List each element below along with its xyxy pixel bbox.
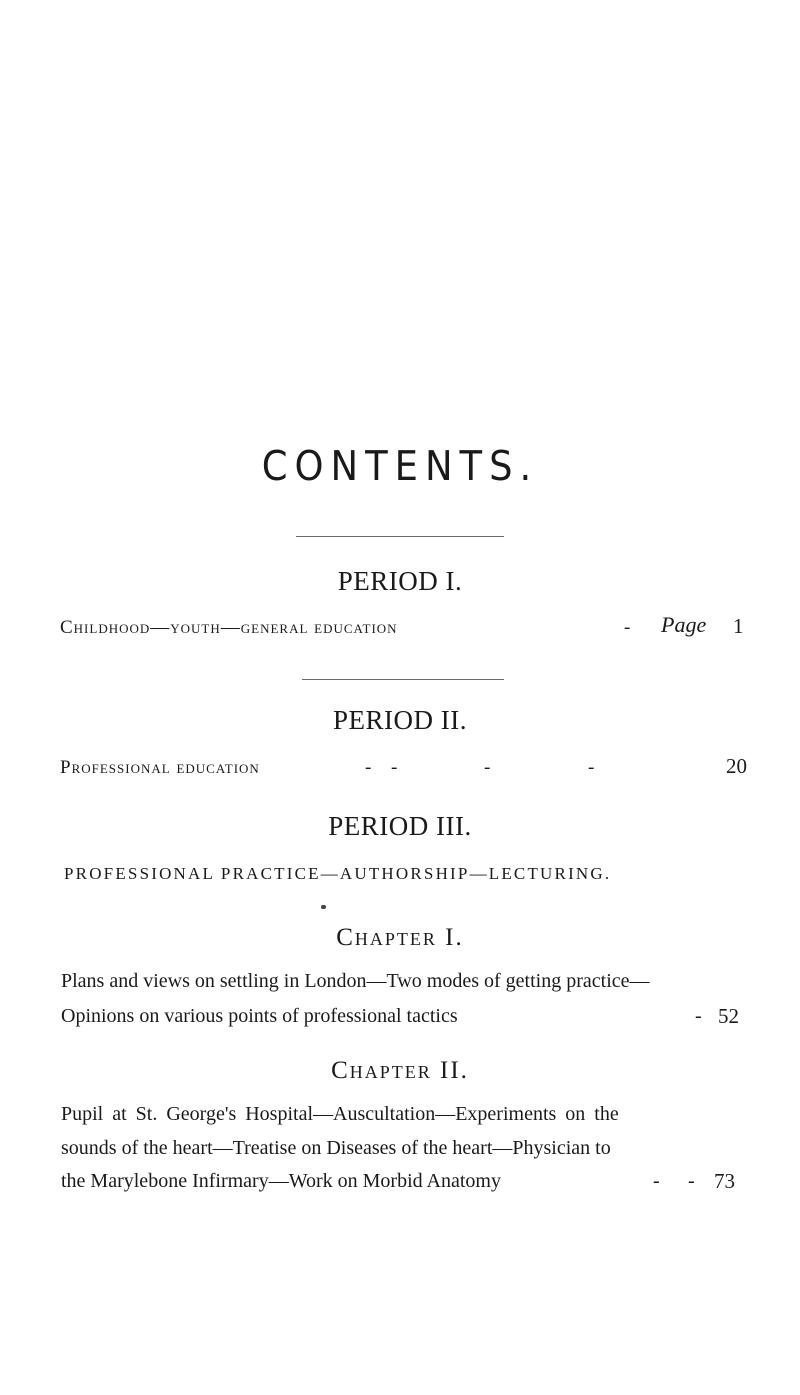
period-2-leader: - — [365, 757, 372, 778]
chapter-1-leader: - — [695, 1005, 702, 1027]
period-divider — [302, 679, 504, 680]
period-1-page: 1 — [733, 614, 744, 638]
chapter-1-heading: Chapter I. — [336, 924, 464, 951]
chapter-1-line: Opinions on various points of professional tactics — [61, 1005, 458, 1027]
chapter-2-line: the Marylebone Infirmary—Work on Morbid Anatomy — [61, 1170, 501, 1192]
period-2-leader: - — [484, 757, 491, 778]
period-3-subtitle: PROFESSIONAL PRACTICE—AUTHORSHIP—LECTURING. — [64, 864, 612, 883]
title-divider — [296, 536, 504, 537]
chapter-2-leader: - — [653, 1170, 660, 1192]
chapter-1-line: Plans and views on settling in London—Two modes of getting practice— — [61, 970, 650, 992]
chapter-2-leader: - — [688, 1170, 695, 1192]
period-2-leader: - — [391, 757, 398, 778]
chapter-2-line: Pupil at St. George's Hospital—Auscultation—Experiments on the — [61, 1103, 619, 1125]
period-2-heading: PERIOD II. — [333, 705, 467, 735]
period-2-entry: Professional education — [60, 757, 260, 778]
period-1-leader: - — [624, 617, 631, 638]
contents-title: CONTENTS. — [261, 442, 539, 490]
period-1-entry: Childhood—youth—general education — [60, 617, 398, 638]
period-3-heading: PERIOD III. — [328, 811, 472, 841]
page-label: Page — [661, 612, 707, 637]
chapter-1-page: 52 — [718, 1004, 739, 1028]
period-1-heading: PERIOD I. — [337, 566, 463, 596]
chapter-2-line: sounds of the heart—Treatise on Diseases of the heart—Physician to — [61, 1137, 611, 1159]
period-2-leader: - — [588, 757, 595, 778]
chapter-2-page: 73 — [714, 1169, 735, 1193]
chapter-2-heading: Chapter II. — [331, 1057, 469, 1084]
ornament-dot — [321, 905, 326, 909]
period-2-page: 20 — [726, 754, 747, 778]
